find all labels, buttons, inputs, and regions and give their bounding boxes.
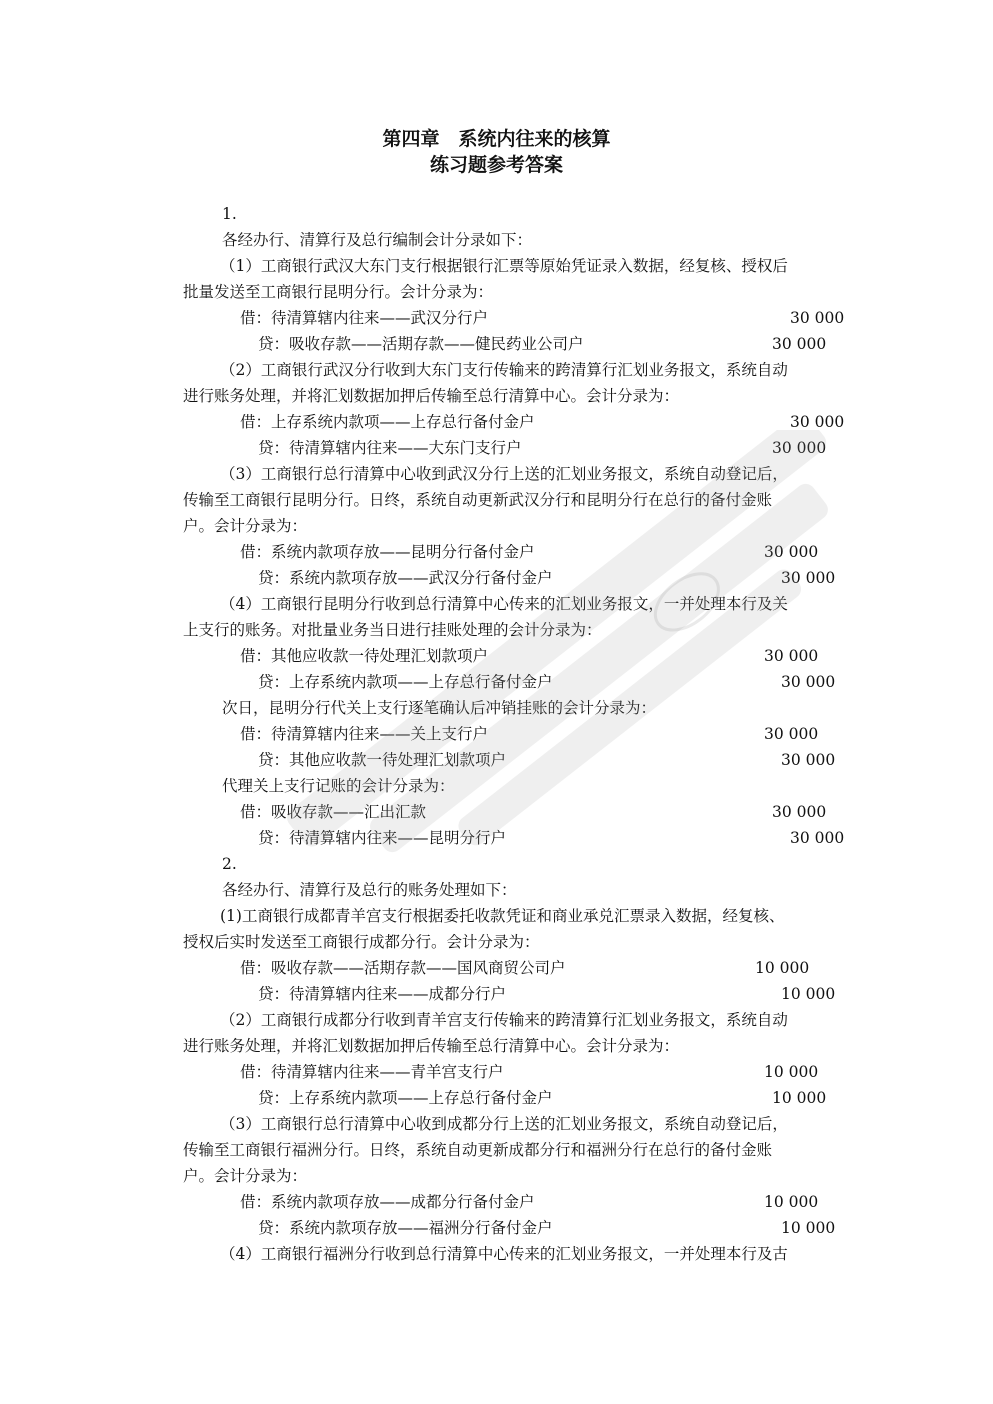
paragraph-line: 各经办行、清算行及总行的账务处理如下： — [222, 881, 517, 899]
paragraph-line: （2）工商银行成都分行收到青羊宫支行传输来的跨清算行汇划业务报文，系统自动 — [220, 1011, 788, 1029]
entry-amount: 30 000 — [764, 543, 819, 561]
paragraph-line: 批量发送至工商银行昆明分行。会计分录为： — [183, 283, 494, 301]
entry-amount: 30 000 — [790, 413, 845, 431]
entry-amount: 30 000 — [764, 647, 819, 665]
entry-amount: 30 000 — [764, 725, 819, 743]
paragraph-line: （1）工商银行武汉大东门支行根据银行汇票等原始凭证录入数据，经复核、授权后 — [220, 257, 788, 275]
debit-entry: 借：上存系统内款项——上存总行备付金户 — [240, 413, 535, 431]
credit-entry: 贷：待清算辖内往来——成都分行户 — [258, 985, 507, 1003]
paragraph-line: （4）工商银行福洲分行收到总行清算中心传来的汇划业务报文，一并处理本行及古 — [220, 1245, 788, 1263]
paragraph-line: （2）工商银行武汉分行收到大东门支行传输来的跨清算行汇划业务报文，系统自动 — [220, 361, 788, 379]
debit-entry: 借：待清算辖内往来——武汉分行户 — [240, 309, 489, 327]
paragraph-line: （3）工商银行总行清算中心收到武汉分行上送的汇划业务报文，系统自动登记后， — [220, 465, 788, 483]
entry-amount: 30 000 — [790, 829, 845, 847]
paragraph-line: 授权后实时发送至工商银行成都分行。会计分录为： — [183, 933, 540, 951]
paragraph-line: 次日，昆明分行代关上支行逐笔确认后冲销挂账的会计分录为： — [222, 699, 657, 717]
paragraph-line: 代理关上支行记账的会计分录为： — [222, 777, 455, 795]
paragraph-line: 传输至工商银行昆明分行。日终，系统自动更新武汉分行和昆明分行在总行的备付金账 — [183, 491, 773, 509]
entry-amount: 30 000 — [772, 803, 827, 821]
section-subtitle: 练习题参考答案 — [429, 154, 563, 176]
entry-amount: 10 000 — [755, 959, 810, 977]
paragraph-line: 户。会计分录为： — [183, 1167, 308, 1185]
paragraph-line: （3）工商银行总行清算中心收到成都分行上送的汇划业务报文，系统自动登记后， — [220, 1115, 788, 1133]
paragraph-line: 各经办行、清算行及总行编制会计分录如下： — [222, 231, 533, 249]
paragraph-line: 上支行的账务。对批量业务当日进行挂账处理的会计分录为： — [183, 621, 602, 639]
chapter-title: 第四章 系统内往来的核算 — [382, 128, 611, 150]
credit-entry: 贷：系统内款项存放——福洲分行备付金户 — [258, 1219, 553, 1237]
entry-amount: 10 000 — [781, 985, 836, 1003]
paragraph-line: 进行账务处理，并将汇划数据加押后传输至总行清算中心。会计分录为： — [183, 1037, 680, 1055]
paragraph-line: (1)工商银行成都青羊宫支行根据委托收款凭证和商业承兑汇票录入数据，经复核、 — [220, 907, 785, 925]
credit-entry: 贷：其他应收款一待处理汇划款项户 — [258, 751, 507, 769]
debit-entry: 借：系统内款项存放——昆明分行备付金户 — [240, 543, 535, 561]
paragraph-line: （4）工商银行昆明分行收到总行清算中心传来的汇划业务报文，一并处理本行及关 — [220, 595, 788, 613]
entry-amount: 30 000 — [790, 309, 845, 327]
entry-amount: 30 000 — [772, 439, 827, 457]
debit-entry: 借：吸收存款——活期存款——国风商贸公司户 — [240, 959, 566, 977]
debit-entry: 借：待清算辖内往来——关上支行户 — [240, 725, 489, 743]
credit-entry: 贷：待清算辖内往来——大东门支行户 — [258, 439, 522, 457]
credit-entry: 贷：上存系统内款项——上存总行备付金户 — [258, 1089, 553, 1107]
debit-entry: 借：系统内款项存放——成都分行备付金户 — [240, 1193, 535, 1211]
debit-entry: 借：吸收存款——汇出汇款 — [240, 803, 427, 821]
item-number-2: 2. — [222, 855, 237, 873]
entry-amount: 30 000 — [781, 569, 836, 587]
paragraph-line: 传输至工商银行福洲分行。日终，系统自动更新成都分行和福洲分行在总行的备付金账 — [183, 1141, 773, 1159]
entry-amount: 10 000 — [764, 1063, 819, 1081]
paragraph-line: 户。会计分录为： — [183, 517, 308, 535]
entry-amount: 30 000 — [781, 751, 836, 769]
entry-amount: 10 000 — [764, 1193, 819, 1211]
debit-entry: 借：其他应收款一待处理汇划款项户 — [240, 647, 489, 665]
credit-entry: 贷：系统内款项存放——武汉分行备付金户 — [258, 569, 553, 587]
entry-amount: 10 000 — [781, 1219, 836, 1237]
entry-amount: 30 000 — [781, 673, 836, 691]
credit-entry: 贷：上存系统内款项——上存总行备付金户 — [258, 673, 553, 691]
credit-entry: 贷：待清算辖内往来——昆明分行户 — [258, 829, 507, 847]
entry-amount: 30 000 — [772, 335, 827, 353]
entry-amount: 10 000 — [772, 1089, 827, 1107]
debit-entry: 借：待清算辖内往来——青羊宫支行户 — [240, 1063, 504, 1081]
credit-entry: 贷：吸收存款——活期存款——健民药业公司户 — [258, 335, 584, 353]
item-number-1: 1. — [222, 205, 237, 223]
paragraph-line: 进行账务处理，并将汇划数据加押后传输至总行清算中心。会计分录为： — [183, 387, 680, 405]
